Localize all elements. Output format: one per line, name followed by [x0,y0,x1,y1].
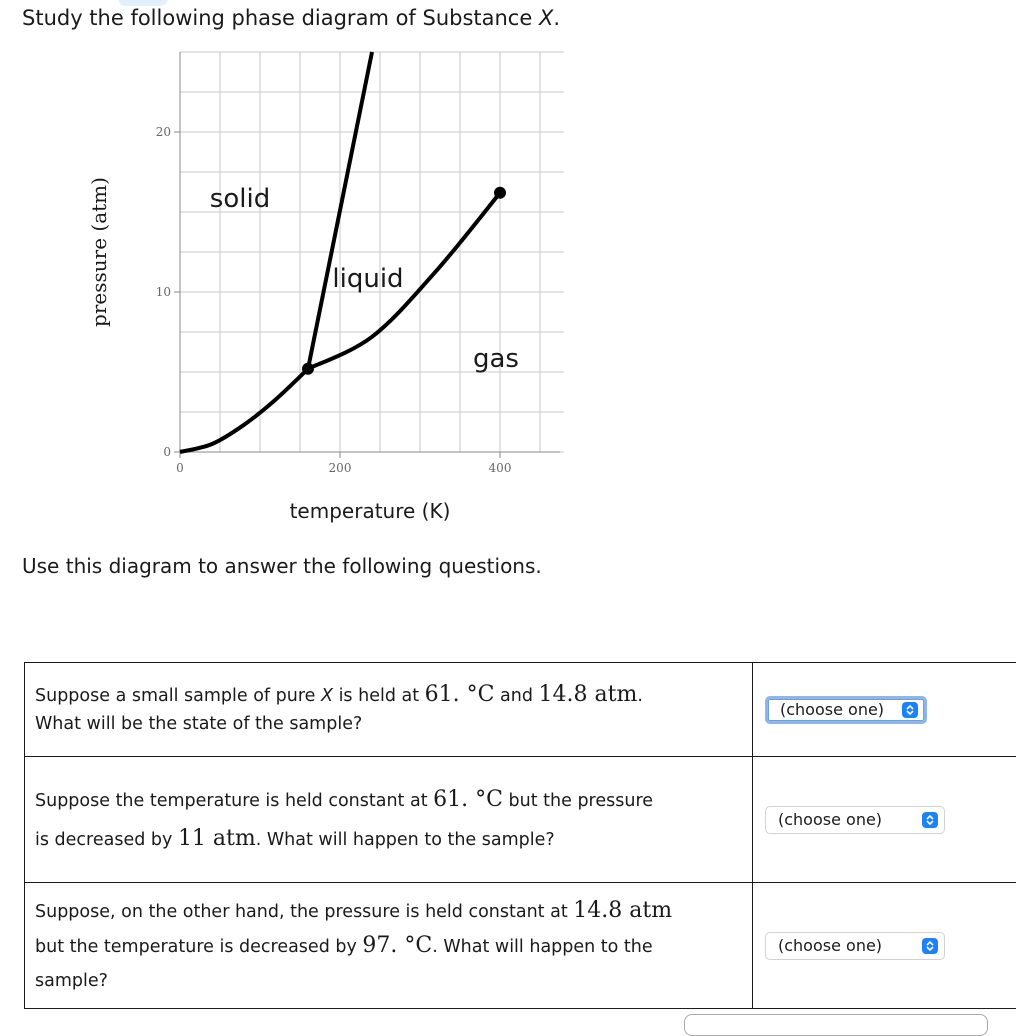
region-label-gas: gas [473,344,519,374]
question-cell [25,883,753,1009]
x-tick-label: 400 [489,461,512,475]
chevron-up-down-icon [922,812,938,828]
y-tick-label: 10 [156,285,171,299]
sublimation-curve [180,369,308,452]
question-row [25,883,1016,1009]
answer-cell [753,663,1016,757]
x-tick-label: 200 [329,461,352,475]
select-value: (choose one) [780,700,884,719]
region-label-solid: solid [210,184,270,214]
select-value: (choose one) [778,936,882,955]
question-text: Suppose the temperature is held constant at 61. °C but the pressure is decreased by 11 atm. What will happen to the sample? [35,781,742,859]
phase-diagram [0,0,600,540]
critical-point [494,187,506,199]
question-row [25,757,1016,883]
temperature-change-select[interactable] [765,932,945,960]
select-value: (choose one) [778,810,882,829]
region-labels [210,184,519,374]
question-cell [25,757,753,883]
chevron-up-down-icon [902,702,918,718]
region-label-liquid: liquid [332,264,403,294]
instructions-text: Use this diagram to answer the following questions. [22,554,542,578]
next-control-edge [684,1014,988,1036]
chart-ticks [156,125,512,475]
pressure-change-select[interactable] [765,806,945,834]
y-tick-label: 0 [163,445,171,459]
state-select[interactable] [765,696,927,724]
question-text: Suppose, on the other hand, the pressure is held constant at 14.8 atm but the temperature is decreased by 97. °C. What will happen to the sample? [35,894,742,998]
questions-table [24,662,1016,1009]
answer-cell [753,757,1016,883]
x-tick-label: 0 [176,461,184,475]
chevron-up-down-icon [922,938,938,954]
question-cell [25,663,753,757]
y-tick-label: 20 [156,125,171,139]
intro-text: Study the following phase diagram of Substance X. [22,6,560,30]
answer-cell [753,883,1016,1009]
question-text: Suppose a small sample of pure X is held at 61. °C and 14.8 atm. What will be the state of the sample? [35,681,742,738]
y-axis-label: pressure (atm) [87,177,111,327]
chart-grid [180,52,564,452]
question-row [25,663,1016,757]
triple-point [302,363,314,375]
x-axis-label: temperature (K) [290,499,451,523]
